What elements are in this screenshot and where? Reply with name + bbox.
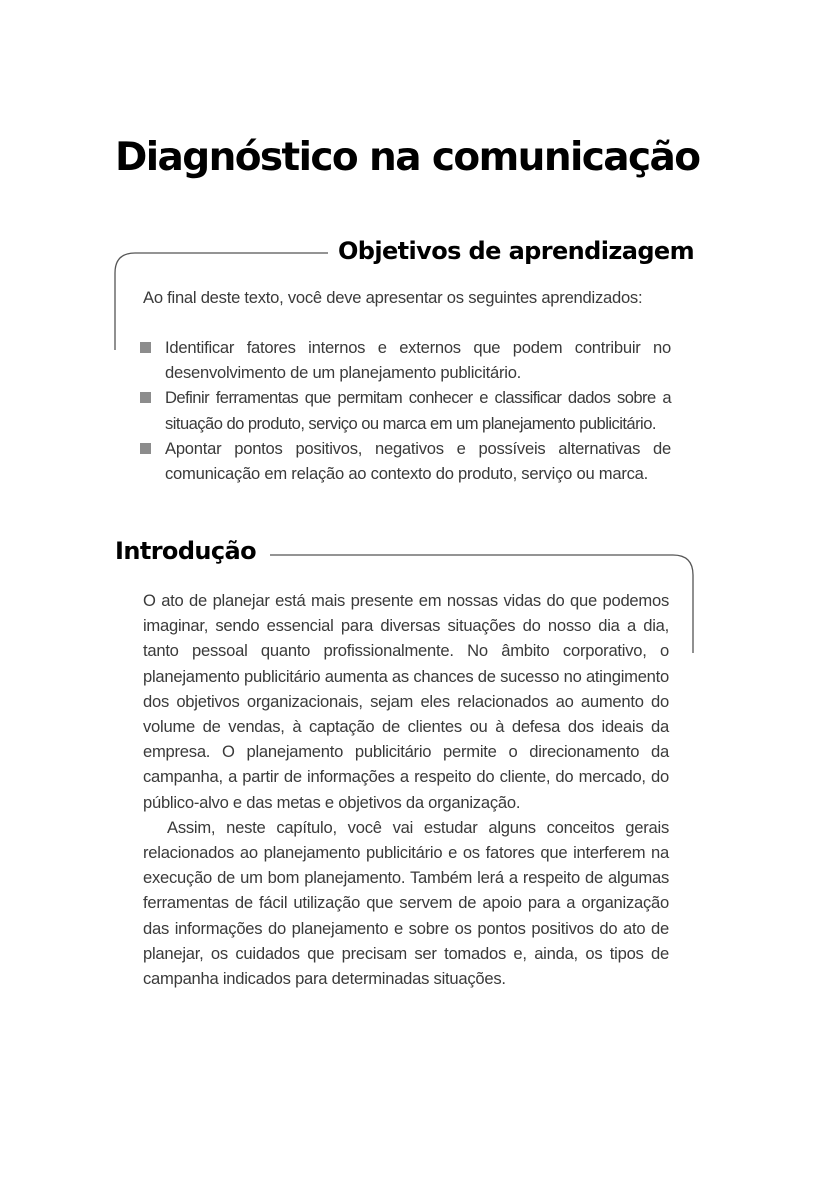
- introduction-body: [143, 588, 669, 991]
- square-bullet-icon: [140, 443, 151, 454]
- square-bullet-icon: [140, 342, 151, 353]
- objectives-lead: Ao final deste texto, você deve apresentar os seguintes aprendizados:: [143, 288, 643, 307]
- paragraph: O ato de planejar está mais presente em nossas vidas do que podemos imaginar, sendo essencial para diversas situações do nosso dia a dia, tanto pessoal quanto profissionalmente. No âmbito corporativo, o planejamento publicitário aumenta as chances de sucesso no atingimento dos objetivos organizacionais, sejam eles relacionados ao aumento do volume de vendas, à captação de clientes ou à defesa dos ideais da empresa. O planejamento publicitário permite o direcionamento da campanha, a partir de informações a respeito do cliente, do mercado, do público-alvo e das metas e objetivos da organização.: [143, 591, 669, 812]
- page-title: Diagnóstico na comunicação: [115, 135, 700, 180]
- square-bullet-icon: [140, 392, 151, 403]
- objectives-heading: Objetivos de aprendizagem: [338, 237, 694, 265]
- list-item: Apontar pontos positivos, negativos e possíveis alternativas de comunicação em relação ao contexto do produto, serviço ou marca.: [138, 436, 671, 486]
- objectives-list: [138, 335, 671, 486]
- introduction-heading: Introdução: [115, 537, 256, 565]
- paragraph: Assim, neste capítulo, você vai estudar alguns conceitos gerais relacionados ao planejamento publicitário e os fatores que interferem na execução de um bom planejamento. Também lerá a respeito de algumas ferramentas de fácil utilização que servem de apoio para a organização das informações do planejamento e sobre os pontos positivos do ato de planejar, os cuidados que precisam ser tomados e, ainda, os tipos de campanha indicados para determinadas situações.: [143, 817, 669, 989]
- list-item: Definir ferramentas que permitam conhecer e classificar dados sobre a situação do produto, serviço ou marca em um planejamento publicitário.: [138, 385, 671, 435]
- list-item: Identificar fatores internos e externos que podem contribuir no desenvolvimento de um planejamento publicitário.: [138, 335, 671, 385]
